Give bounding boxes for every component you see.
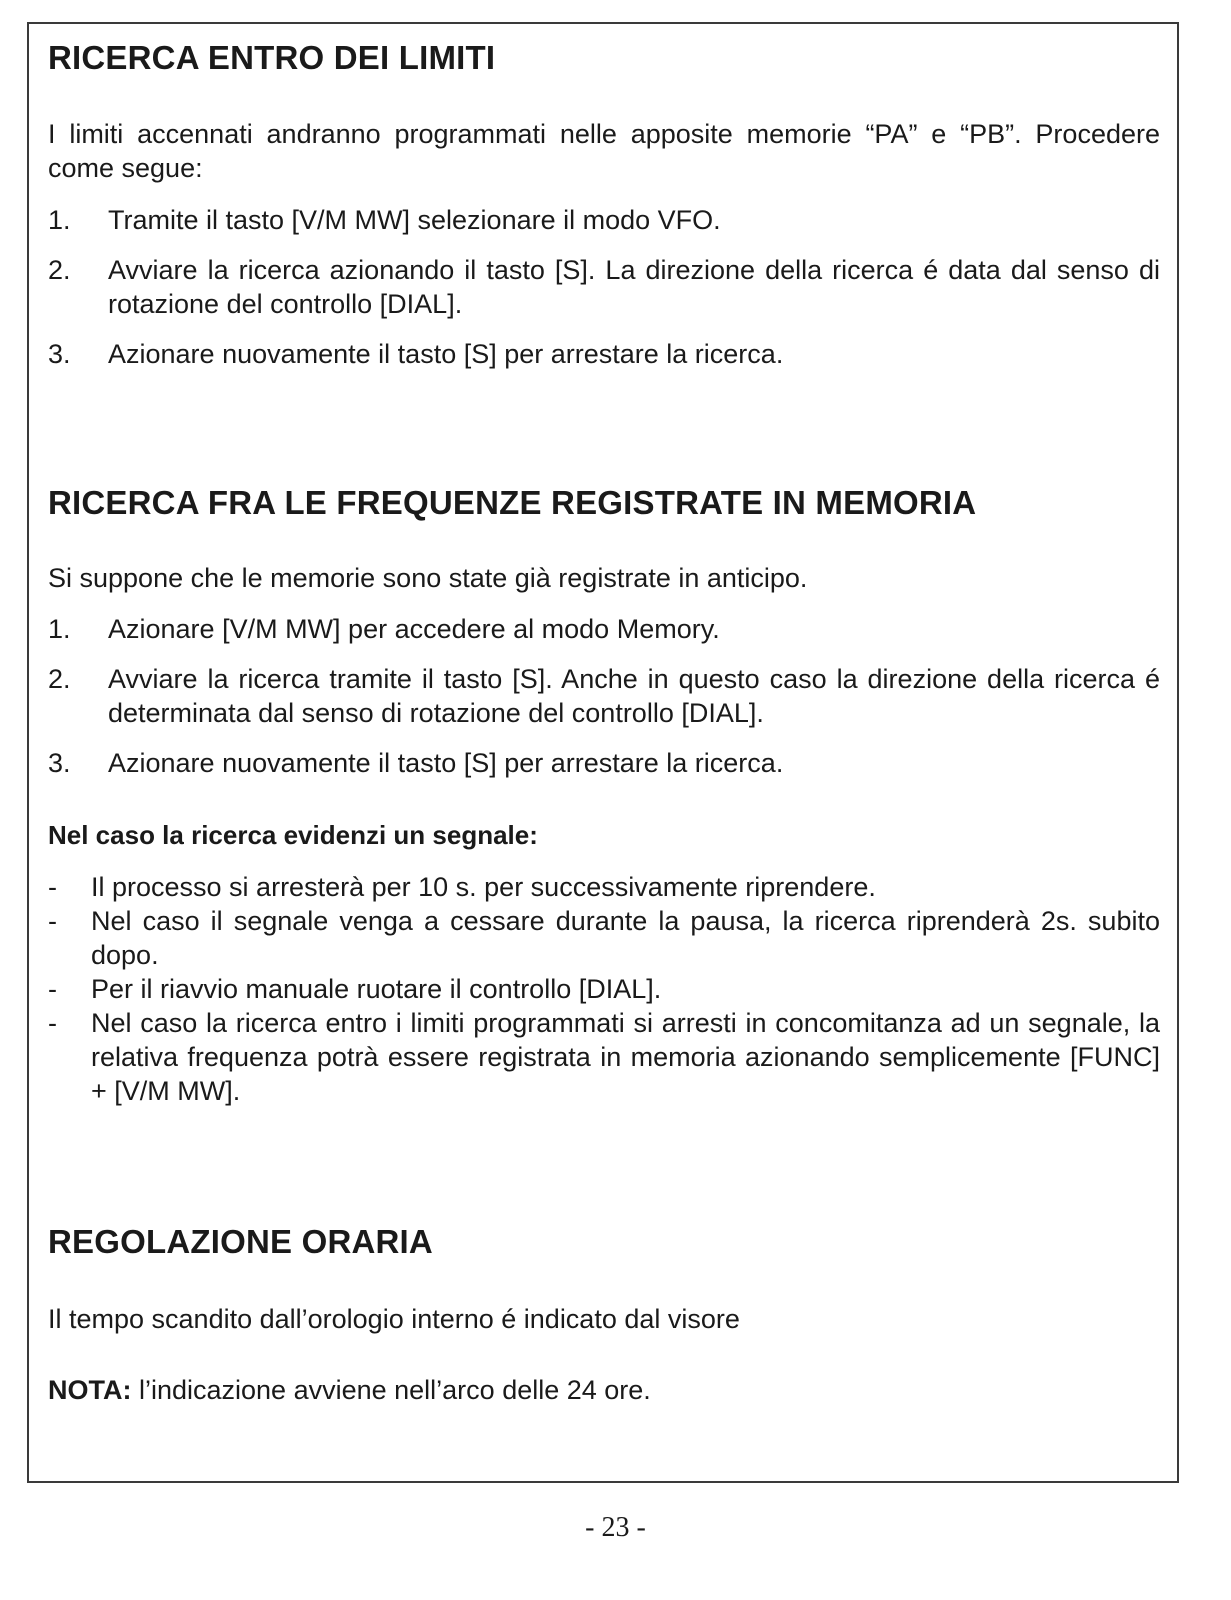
dash-marker: - — [48, 974, 57, 1004]
step-number: 3. — [48, 339, 71, 369]
list-item — [48, 972, 1160, 1006]
section-title: REGOLAZIONE ORARIA — [48, 1223, 433, 1260]
section2-body — [48, 561, 1160, 595]
step-text: Azionare nuovamente il tasto [S] per arrestare la ricerca. — [108, 748, 784, 778]
list-item — [48, 746, 1160, 780]
list-item — [48, 612, 1160, 646]
step-text: Avviare la ricerca azionando il tasto [S]. La direzione della ricerca é data dal senso di rotazione del controllo [DIAL]. — [108, 255, 1160, 319]
bullet-text: Per il riavvio manuale ruotare il controllo [DIAL]. — [91, 974, 662, 1004]
list-item — [48, 1006, 1160, 1108]
step-number: 1. — [48, 205, 71, 235]
list-item — [48, 337, 1160, 371]
note-paragraph — [48, 1373, 1160, 1407]
section-intro: Il tempo scandito dall’orologio interno é indicato dal visore — [48, 1304, 740, 1334]
step-text: Azionare nuovamente il tasto [S] per arrestare la ricerca. — [108, 339, 784, 369]
dash-marker: - — [48, 1008, 57, 1038]
page-number: - 23 - — [585, 1512, 646, 1543]
section-title: RICERCA FRA LE FREQUENZE REGISTRATE IN MEMORIA — [48, 484, 977, 521]
section3-body — [48, 1302, 1160, 1336]
section-intro: I limiti accennati andranno programmati nelle apposite memorie “PA” e “PB”. Procedere come segue: — [48, 119, 1160, 183]
dash-marker: - — [48, 872, 57, 902]
bullet-text: Nel caso la ricerca entro i limiti programmati si arresti in concomitanza ad un segnale, la relativa frequenza potrà essere registrata in memoria azionando semplicemente [FUNC] + [V/M MW]. — [91, 1008, 1160, 1106]
section-title: RICERCA ENTRO DEI LIMITI — [48, 39, 496, 76]
section-regolazione-oraria — [48, 1222, 1160, 1262]
step-text: Tramite il tasto [V/M MW] selezionare il modo VFO. — [108, 205, 721, 235]
section2-steps — [48, 612, 1160, 780]
note-label: NOTA: — [48, 1375, 132, 1405]
note-text: l’indicazione avviene nell’arco delle 24 ore. — [131, 1375, 651, 1405]
section-ricerca-entro-limiti — [48, 38, 1160, 78]
signal-heading: Nel caso la ricerca evidenzi un segnale: — [48, 820, 538, 850]
section1-body — [48, 117, 1160, 185]
bullet-text: Il processo si arresterà per 10 s. per successivamente riprendere. — [91, 872, 876, 902]
bullet-text: Nel caso il segnale venga a cessare durante la pausa, la ricerca riprenderà 2s. subito dopo. — [91, 906, 1160, 970]
step-number: 2. — [48, 664, 71, 694]
list-item — [48, 253, 1160, 321]
step-number: 3. — [48, 748, 71, 778]
list-item — [48, 904, 1160, 972]
step-number: 1. — [48, 614, 71, 644]
note — [48, 1373, 1160, 1407]
dash-marker: - — [48, 906, 57, 936]
section-ricerca-memoria — [48, 483, 1160, 523]
signal-bullets — [48, 870, 1160, 1108]
section1-steps — [48, 203, 1160, 371]
step-number: 2. — [48, 255, 71, 285]
signal-subsection — [48, 818, 1160, 852]
step-text: Azionare [V/M MW] per accedere al modo Memory. — [108, 614, 720, 644]
section-intro: Si suppone che le memorie sono state già registrate in anticipo. — [48, 563, 808, 593]
list-item — [48, 870, 1160, 904]
list-item — [48, 203, 1160, 237]
step-text: Avviare la ricerca tramite il tasto [S]. Anche in questo caso la direzione della ricerca é determinata dal senso di rotazione del controllo [DIAL]. — [108, 664, 1160, 728]
list-item — [48, 662, 1160, 730]
